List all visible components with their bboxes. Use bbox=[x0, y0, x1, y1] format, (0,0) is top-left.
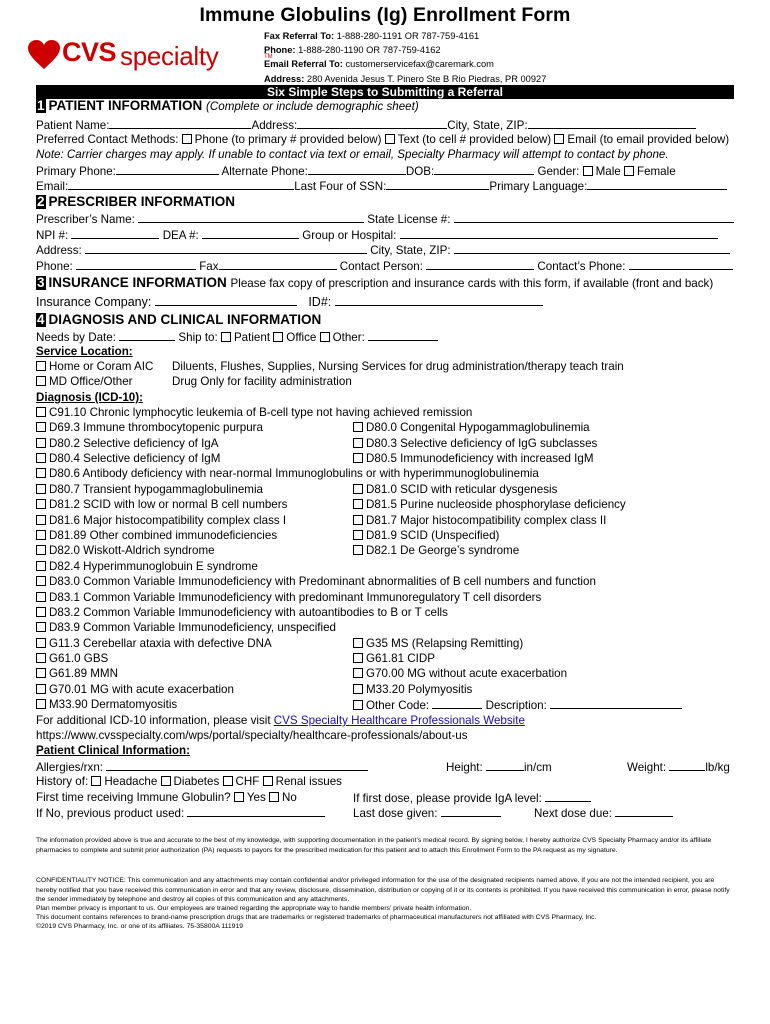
history-headache-checkbox[interactable] bbox=[91, 776, 101, 786]
phone-value: 1-888-280-1190 OR 787-759-4162 bbox=[298, 45, 441, 56]
gender-male-label: Male bbox=[595, 165, 621, 178]
location-md-label: MD Office/Other bbox=[49, 375, 133, 388]
dx-checkbox[interactable] bbox=[353, 438, 363, 448]
first-dose-label: If first dose, please provide IgA level: bbox=[353, 792, 542, 805]
history-chf-checkbox[interactable] bbox=[223, 776, 233, 786]
preferred-contact-row bbox=[36, 133, 729, 147]
needs-by-row bbox=[36, 330, 438, 345]
prescriber-phone-field[interactable] bbox=[76, 259, 196, 270]
dx-label: G61.0 GBS bbox=[49, 652, 109, 665]
other-code-field[interactable] bbox=[432, 698, 482, 709]
dx-checkbox[interactable] bbox=[353, 515, 363, 525]
dx-d800 bbox=[353, 421, 590, 435]
ship-other-checkbox[interactable] bbox=[320, 332, 330, 342]
dx-checkbox[interactable] bbox=[36, 515, 46, 525]
dx-checkbox[interactable] bbox=[353, 499, 363, 509]
contact-text-label: Text (to cell # provided below) bbox=[397, 133, 552, 146]
location-md-checkbox[interactable] bbox=[36, 376, 46, 386]
previous-product-label: If No, previous product used: bbox=[36, 807, 185, 820]
patient-address-label: Address: bbox=[251, 119, 298, 132]
history-diabetes-label: Diabetes bbox=[173, 775, 220, 788]
dx-d806 bbox=[36, 467, 539, 481]
history-renal-checkbox[interactable] bbox=[263, 776, 273, 786]
prescriber-name-field[interactable] bbox=[138, 212, 364, 223]
dx-checkbox[interactable] bbox=[36, 576, 46, 586]
alternate-phone-label: Alternate Phone: bbox=[221, 165, 308, 178]
dx-checkbox[interactable] bbox=[36, 530, 46, 540]
address-value: 280 Avenida Jesus T. Pinero Ste B Rio Piedras, PR 00927 bbox=[306, 73, 547, 84]
language-label: Primary Language: bbox=[489, 180, 588, 193]
contact-phone-label: Phone (to primary # provided below) bbox=[194, 133, 382, 146]
dx-label: D80.0 Congenital Hypogammaglobulinemia bbox=[366, 421, 590, 434]
dx-checkbox[interactable] bbox=[353, 422, 363, 432]
patient-email-field[interactable] bbox=[68, 179, 294, 190]
dx-g113 bbox=[36, 637, 272, 651]
contact-phone-label: Contact’s Phone: bbox=[537, 260, 626, 273]
dea-field[interactable] bbox=[202, 228, 299, 239]
last-dose-row bbox=[353, 806, 501, 821]
dx-label: D81.2 SCID with low or normal B cell numbers bbox=[49, 498, 288, 511]
insurance-company-label: Insurance Company: bbox=[36, 295, 152, 309]
dx-checkbox[interactable] bbox=[36, 561, 46, 571]
state-license-label: State License #: bbox=[367, 213, 451, 226]
section-subtitle: (Complete or include demographic sheet) bbox=[206, 100, 419, 113]
history-diabetes-checkbox[interactable] bbox=[161, 776, 171, 786]
confidentiality-notice: CONFIDENTIALITY NOTICE: This communication and any attachments may contain confidential and/or privileged information for the use of the designated recipients named above. If you are not the intended recipient, you are hereby notified that you have received this communication in error and that any review, disclosure, dissemination, distribution or copying of it or its contents is prohibited. If you have received this communication in error, please notify the sender immediately by telephone and destroy all copies of this communication and any attachments. bbox=[36, 877, 730, 903]
dx-label: D82.0 Wiskott-Aldrich syndrome bbox=[49, 544, 215, 557]
additional-info-text: For additional ICD-10 information, please visit bbox=[36, 714, 271, 727]
previous-product-field[interactable] bbox=[187, 806, 325, 817]
dx-label: G61.81 CIDP bbox=[366, 652, 435, 665]
allergies-row bbox=[36, 760, 368, 775]
next-dose-label: Next dose due: bbox=[534, 807, 612, 820]
dx-d817 bbox=[353, 514, 606, 528]
prescriber-fax-label: Fax bbox=[199, 260, 219, 273]
heart-icon bbox=[28, 40, 60, 70]
prescriber-city-label: City, State, ZIP: bbox=[370, 244, 451, 257]
iga-level-field[interactable] bbox=[545, 791, 591, 802]
logo-specialty: specialty bbox=[120, 41, 219, 71]
dx-checkbox[interactable] bbox=[36, 668, 46, 678]
language-field[interactable] bbox=[587, 179, 727, 190]
dx-checkbox[interactable] bbox=[353, 700, 363, 710]
patient-name-row bbox=[36, 118, 696, 133]
section-title: PATIENT INFORMATION bbox=[48, 98, 203, 113]
contact-email-label: Email (to email provided below) bbox=[567, 133, 730, 146]
dx-label: D81.9 SCID (Unspecified) bbox=[366, 529, 500, 542]
patient-city-field[interactable] bbox=[528, 118, 696, 129]
dx-checkbox[interactable] bbox=[36, 438, 46, 448]
last-dose-label: Last dose given: bbox=[353, 807, 438, 820]
next-dose-row bbox=[534, 806, 673, 821]
dx-checkbox[interactable] bbox=[353, 484, 363, 494]
insurance-id-label: ID#: bbox=[308, 295, 332, 309]
ship-other-label: Other: bbox=[332, 331, 365, 344]
prescriber-phone-label: Phone: bbox=[36, 260, 73, 273]
section-number: 2 bbox=[37, 194, 45, 209]
dx-d810 bbox=[353, 483, 557, 497]
first-time-yes-checkbox[interactable] bbox=[234, 792, 244, 802]
first-time-no-checkbox[interactable] bbox=[269, 792, 279, 802]
hcp-website-link[interactable]: CVS Specialty Healthcare Professionals Website bbox=[273, 714, 525, 727]
dx-d839 bbox=[36, 621, 336, 635]
needs-by-field[interactable] bbox=[119, 330, 175, 341]
service-location-heading: Service Location: bbox=[36, 345, 133, 358]
section-title: DIAGNOSIS AND CLINICAL INFORMATION bbox=[48, 312, 322, 327]
copyright: ©2019 CVS Pharmacy, Inc. or one of its affiliates. 75-35800A 111919 bbox=[36, 923, 244, 930]
additional-info-row bbox=[36, 714, 525, 728]
height-row bbox=[446, 760, 552, 775]
gender-female-checkbox[interactable] bbox=[624, 166, 634, 176]
insurance-row bbox=[36, 295, 543, 309]
section-number: 1 bbox=[37, 98, 45, 113]
history-renal-label: Renal issues bbox=[275, 775, 342, 788]
location-home-row bbox=[36, 360, 153, 374]
insurance-id-field[interactable] bbox=[335, 295, 543, 306]
last-dose-field[interactable] bbox=[441, 806, 501, 817]
dx-label: D82.1 De George’s syndrome bbox=[366, 544, 520, 557]
location-home-checkbox[interactable] bbox=[36, 361, 46, 371]
previous-product-row bbox=[36, 806, 325, 821]
location-home-label: Home or Coram AIC bbox=[49, 360, 154, 373]
history-headache-label: Headache bbox=[104, 775, 158, 788]
section-4-heading bbox=[36, 313, 321, 327]
dx-d831 bbox=[36, 591, 541, 605]
weight-unit: lb/kg bbox=[705, 761, 730, 774]
dx-checkbox[interactable] bbox=[353, 530, 363, 540]
dx-g7001 bbox=[36, 683, 234, 697]
patient-email-row bbox=[36, 179, 727, 194]
dx-c9110 bbox=[36, 406, 472, 420]
dx-label: D80.5 Immunodeficiency with increased IgM bbox=[366, 452, 594, 465]
dx-g610 bbox=[36, 652, 108, 666]
dx-checkbox[interactable] bbox=[36, 592, 46, 602]
dx-checkbox[interactable] bbox=[36, 468, 46, 478]
dx-d807 bbox=[36, 483, 263, 497]
dx-d819 bbox=[353, 529, 499, 543]
history-row bbox=[36, 775, 342, 789]
dx-label: D81.0 SCID with reticular dysgenesis bbox=[366, 483, 558, 496]
prescriber-name-label: Prescriber’s Name: bbox=[36, 213, 135, 226]
section-title: INSURANCE INFORMATION bbox=[48, 275, 227, 290]
prescriber-address-label: Address: bbox=[36, 244, 82, 257]
location-home-description: Diluents, Flushes, Supplies, Nursing Services for drug administration/therapy teach train bbox=[172, 360, 624, 373]
hcp-url: https://www.cvsspecialty.com/wps/portal/specialty/healthcare-professionals/about-us bbox=[36, 729, 468, 742]
dx-d693 bbox=[36, 421, 263, 435]
dx-label: M33.90 Dermatomyositis bbox=[49, 698, 178, 711]
section-3-heading bbox=[36, 276, 713, 291]
dx-label: D83.9 Common Variable Immunodeficiency, unspecified bbox=[49, 621, 336, 634]
ship-patient-checkbox[interactable] bbox=[221, 332, 231, 342]
allergies-field[interactable] bbox=[106, 760, 368, 771]
email-label: Email Referral To: bbox=[264, 59, 343, 70]
dx-d821 bbox=[353, 544, 519, 558]
contact-email-checkbox[interactable] bbox=[554, 134, 564, 144]
patient-address-field[interactable] bbox=[297, 118, 447, 129]
gender-label: Gender: bbox=[537, 165, 580, 178]
steps-banner: Six Simple Steps to Submitting a Referral bbox=[36, 85, 734, 99]
first-time-no-label: No bbox=[281, 791, 297, 804]
dx-d805 bbox=[353, 452, 593, 466]
needs-by-label: Needs by Date: bbox=[36, 331, 116, 344]
dx-label: M33.20 Polymyositis bbox=[366, 683, 473, 696]
dx-checkbox[interactable] bbox=[36, 684, 46, 694]
dx-checkbox[interactable] bbox=[36, 453, 46, 463]
allergies-label: Allergies/rxn: bbox=[36, 761, 104, 774]
next-dose-field[interactable] bbox=[615, 806, 673, 817]
dx-checkbox[interactable] bbox=[36, 607, 46, 617]
dx-label: D80.3 Selective deficiency of IgG subclasses bbox=[366, 437, 598, 450]
patient-name-label: Patient Name: bbox=[36, 119, 110, 132]
dx-d8189 bbox=[36, 529, 277, 543]
clinical-info-heading: Patient Clinical Information: bbox=[36, 744, 190, 757]
dx-checkbox[interactable] bbox=[36, 484, 46, 494]
dx-d803 bbox=[353, 437, 597, 451]
weight-row bbox=[627, 760, 730, 775]
dx-checkbox[interactable] bbox=[36, 545, 46, 555]
form-title: Immune Globulins (Ig) Enrollment Form bbox=[199, 4, 571, 26]
contact-person-label: Contact Person: bbox=[339, 260, 423, 273]
section-number: 4 bbox=[37, 312, 45, 327]
dx-g7000 bbox=[353, 667, 567, 681]
weight-field[interactable] bbox=[669, 760, 705, 771]
dx-label: D80.2 Selective deficiency of IgA bbox=[49, 437, 219, 450]
dx-checkbox[interactable] bbox=[36, 622, 46, 632]
dx-label: C91.10 Chronic lymphocytic leukemia of B-cell type not having achieved remission bbox=[49, 406, 473, 419]
fax-value: 1-888-280-1191 OR 787-759-4161 bbox=[336, 31, 480, 41]
privacy-statement: Plan member privacy is important to us. Our employees are trained regarding the appropriate way to handle members’ private health information. bbox=[36, 905, 472, 912]
dx-label: D83.0 Common Variable Immunodeficiency with Predominant abnormalities of B cell numbers and function bbox=[49, 575, 596, 588]
height-unit: in/cm bbox=[523, 761, 552, 774]
dx-label: D80.7 Transient hypogammaglobulinemia bbox=[49, 483, 263, 496]
dx-d820 bbox=[36, 544, 215, 558]
first-time-yes-label: Yes bbox=[246, 791, 266, 804]
dob-label: DOB: bbox=[405, 165, 435, 178]
group-label: Group or Hospital: bbox=[302, 229, 397, 242]
prescriber-phone-row bbox=[36, 259, 733, 274]
dx-checkbox[interactable] bbox=[353, 653, 363, 663]
gender-male-checkbox[interactable] bbox=[583, 166, 593, 176]
dx-checkbox[interactable] bbox=[353, 684, 363, 694]
prescriber-address-row bbox=[36, 243, 730, 258]
dx-g6189 bbox=[36, 667, 118, 681]
dx-d815 bbox=[353, 498, 626, 512]
dx-label: D83.1 Common Variable Immunodeficiency with predominant Immunoregulatory T cell disorders bbox=[49, 591, 542, 604]
dx-g35 bbox=[353, 637, 523, 651]
ssn-field[interactable] bbox=[386, 179, 489, 190]
alternate-phone-field[interactable] bbox=[308, 164, 406, 175]
dx-label: D82.4 Hyperimmunoglobuin E syndrome bbox=[49, 560, 258, 573]
ship-patient-label: Patient bbox=[233, 331, 271, 344]
contact-phone-field[interactable] bbox=[629, 259, 733, 270]
dx-label: G61.89 MMN bbox=[49, 667, 118, 680]
trademark-statement: This document contains references to brand-name prescription drugs that are trademarks or registered trademarks of pharmaceutical manufacturers not affiliated with CVS Pharmacy, Inc. bbox=[36, 914, 597, 921]
patient-name-field[interactable] bbox=[109, 118, 251, 129]
fax-label: Fax Referral To: bbox=[264, 31, 335, 41]
contact-person-field[interactable] bbox=[426, 259, 534, 270]
dob-field[interactable] bbox=[434, 164, 534, 175]
dx-d812 bbox=[36, 498, 287, 512]
npi-field[interactable] bbox=[71, 228, 159, 239]
state-license-field[interactable] bbox=[454, 212, 734, 223]
npi-label: NPI #: bbox=[36, 229, 69, 242]
dx-label: D80.4 Selective deficiency of IgM bbox=[49, 452, 221, 465]
dx-label: D80.6 Antibody deficiency with near-normal Immunoglobulins or with hyperimmunoglobulinemia bbox=[49, 467, 539, 480]
section-subtitle: Please fax copy of prescription and insurance cards with this form, if available (front and back) bbox=[230, 277, 714, 290]
location-md-description: Drug Only for facility administration bbox=[172, 375, 352, 388]
dx-label: G35 MS (Relapsing Remitting) bbox=[366, 637, 524, 650]
section-2-heading bbox=[36, 195, 235, 209]
gender-female-label: Female bbox=[636, 165, 676, 178]
first-dose-row bbox=[353, 791, 591, 806]
section-1-heading bbox=[36, 99, 419, 114]
logo-cvs: CVS bbox=[62, 37, 117, 67]
history-chf-label: CHF bbox=[235, 775, 260, 788]
email-value: customerservicefax@caremark.com bbox=[345, 59, 494, 70]
insurance-company-field[interactable] bbox=[155, 295, 297, 306]
prescriber-fax-field[interactable] bbox=[219, 259, 337, 270]
primary-phone-field[interactable] bbox=[116, 164, 219, 175]
other-code-label: Other Code: bbox=[366, 699, 430, 712]
logo-trademark: TM bbox=[264, 54, 273, 60]
prescriber-name-row bbox=[36, 212, 734, 227]
carrier-note: Note: Carrier charges may apply. If unable to contact via text or email, Specialty Pharmacy will attempt to contact by phone. bbox=[36, 148, 669, 161]
dx-label: D81.7 Major histocompatibility complex class II bbox=[366, 514, 607, 527]
height-field[interactable] bbox=[486, 760, 524, 771]
dx-checkbox[interactable] bbox=[36, 499, 46, 509]
primary-phone-label: Primary Phone: bbox=[36, 165, 116, 178]
dx-checkbox[interactable] bbox=[353, 668, 363, 678]
dea-label: DEA #: bbox=[162, 229, 199, 242]
diagnosis-heading: Diagnosis (ICD-10): bbox=[36, 391, 143, 404]
dx-checkbox[interactable] bbox=[353, 545, 363, 555]
dx-checkbox[interactable] bbox=[36, 653, 46, 663]
group-field[interactable] bbox=[400, 228, 718, 239]
prescriber-address-field[interactable] bbox=[85, 243, 367, 254]
dx-label: D81.89 Other combined immunodeficiencies bbox=[49, 529, 278, 542]
ship-other-field[interactable] bbox=[368, 330, 438, 341]
dx-d804 bbox=[36, 452, 220, 466]
preferred-contact-label: Preferred Contact Methods: bbox=[36, 133, 179, 146]
attestation-text: The information provided above is true and accurate to the best of my knowledge, with supporting documentation in the patient’s medical record. By signing below, I hereby authorize CVS Specialty Pharmacy and/or its affiliate pharmacies to complete and submit prior authorization (PA) requests to payors for the prescribed medication for this patient and to attach this Enrollment Form to the PA request as my signature. bbox=[36, 837, 712, 854]
dx-m3320 bbox=[353, 683, 472, 697]
weight-label: Weight: bbox=[627, 761, 667, 774]
cvs-specialty-logo bbox=[28, 37, 273, 76]
dx-label: G70.01 MG with acute exacerbation bbox=[49, 683, 234, 696]
dx-g6181 bbox=[353, 652, 435, 666]
dx-d816 bbox=[36, 514, 286, 528]
ship-to-label: Ship to: bbox=[178, 331, 218, 344]
description-label: Description: bbox=[485, 699, 547, 712]
section-title: PRESCRIBER INFORMATION bbox=[48, 194, 236, 209]
contact-block bbox=[264, 29, 546, 86]
dx-label: D69.3 Immune thrombocytopenic purpura bbox=[49, 421, 263, 434]
dx-label: D81.5 Purine nucleoside phosphorylase deficiency bbox=[366, 498, 626, 511]
dx-label: G70.00 MG without acute exacerbation bbox=[366, 667, 568, 680]
address-label: Address: bbox=[264, 73, 305, 84]
dx-checkbox[interactable] bbox=[353, 453, 363, 463]
patient-city-label: City, State, ZIP: bbox=[447, 119, 528, 132]
dx-checkbox[interactable] bbox=[353, 638, 363, 648]
dx-checkbox[interactable] bbox=[36, 699, 46, 709]
dx-d832 bbox=[36, 606, 448, 620]
history-label: History of: bbox=[36, 775, 89, 788]
dx-other bbox=[353, 698, 682, 713]
dx-checkbox[interactable] bbox=[36, 638, 46, 648]
dx-label: D81.6 Major histocompatibility complex class I bbox=[49, 514, 287, 527]
prescriber-ids-row bbox=[36, 228, 718, 243]
dx-label: D83.2 Common Variable Immunodeficiency with autoantibodies to B or T cells bbox=[49, 606, 448, 619]
dx-checkbox[interactable] bbox=[36, 407, 46, 417]
ship-office-checkbox[interactable] bbox=[273, 332, 283, 342]
ssn-label: Last Four of SSN: bbox=[294, 180, 387, 193]
dx-label: G11.3 Cerebellar ataxia with defective DNA bbox=[49, 637, 272, 650]
patient-email-label: Email: bbox=[36, 180, 69, 193]
first-time-label: First time receiving Immune Globulin? bbox=[36, 791, 231, 804]
location-md-row bbox=[36, 375, 133, 389]
dx-d824 bbox=[36, 560, 258, 574]
dx-d830 bbox=[36, 575, 596, 589]
description-field[interactable] bbox=[550, 698, 682, 709]
contact-phone-checkbox[interactable] bbox=[182, 134, 192, 144]
height-label: Height: bbox=[446, 761, 483, 774]
dx-d802 bbox=[36, 437, 219, 451]
patient-phone-row bbox=[36, 164, 676, 179]
dx-checkbox[interactable] bbox=[36, 422, 46, 432]
first-time-row bbox=[36, 791, 297, 805]
section-number: 3 bbox=[37, 275, 45, 290]
ship-office-label: Office bbox=[286, 331, 317, 344]
contact-text-checkbox[interactable] bbox=[385, 134, 395, 144]
phone-label: Phone: bbox=[264, 45, 296, 56]
prescriber-city-field[interactable] bbox=[454, 243, 730, 254]
dx-m3390 bbox=[36, 698, 177, 712]
